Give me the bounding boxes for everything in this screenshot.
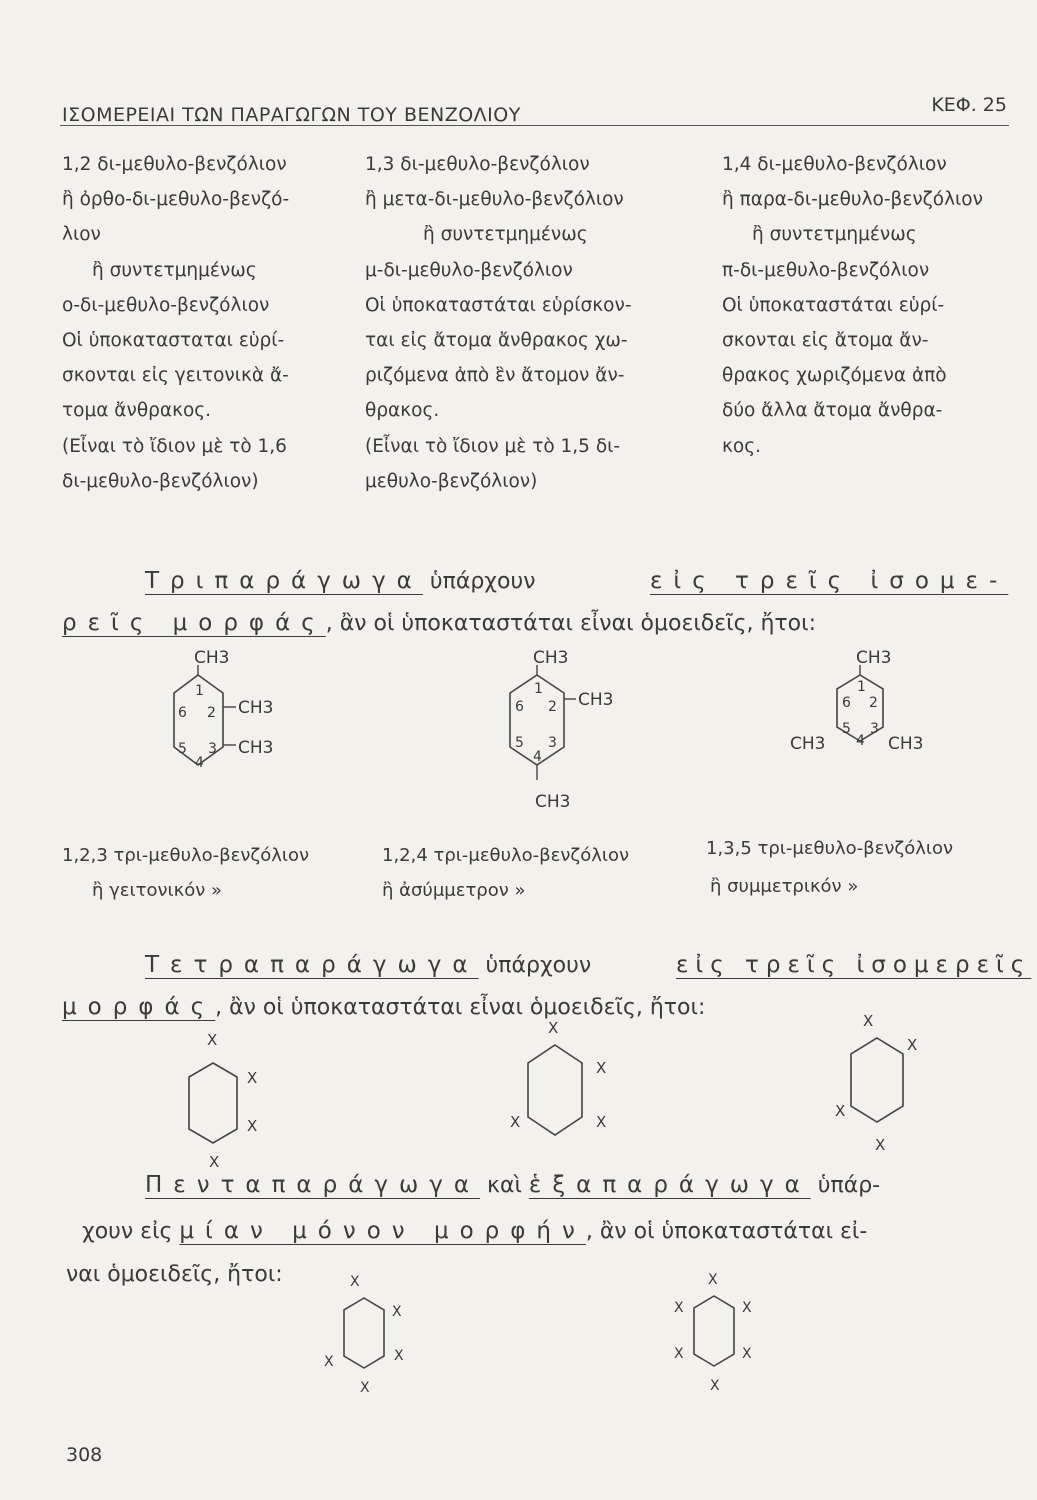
tri-heading-line-1: Τριπαράγωγα ὑπάρχουν: [145, 568, 536, 594]
substituent-x: X: [835, 1102, 846, 1120]
tri-label: ἢ συμμετρικόν »: [710, 876, 859, 897]
hexagon-drawing: [825, 1010, 945, 1160]
position-number: 2: [548, 699, 557, 715]
text-line: σκονται εἰς ἄτομα ἄν-: [722, 330, 929, 352]
text-line: (Εἶναι τὸ ἴδιον μὲ τὸ 1,5 δι-: [365, 435, 621, 457]
text-line: μεθυλο-βενζόλιον): [365, 470, 538, 492]
hexa-term: ἑξαπαράγωγα: [528, 1172, 811, 1198]
structure-124-trimethyl: [480, 645, 650, 819]
chapter-label: ΚΕΦ. 25: [931, 94, 1007, 116]
methyl-label: CH3: [578, 690, 614, 710]
penta-heading-line-1: Πενταπαράγωγα καὶ ἑξαπαράγωγα ὑπάρ-: [145, 1172, 881, 1198]
text-line: Οἱ ὑποκατασταται εὑρί-: [62, 330, 285, 352]
tri-heading-underlined-1: εἰς τρεῖς ἰσομε-: [650, 568, 1009, 594]
text-line: τομα ἄνθρακος.: [62, 400, 212, 422]
penta-term: Πενταπαράγωγα: [145, 1172, 480, 1198]
page-number: 308: [66, 1444, 103, 1466]
text-line: π-δι-μεθυλο-βενζόλιον: [722, 259, 930, 281]
penta-heading-line-3: ναι ὁμοειδεῖς, ἤτοι:: [66, 1262, 283, 1287]
structure-1245-tetra: [825, 1010, 945, 1164]
benzene-ring: [851, 1038, 903, 1122]
text-line: (Εἶναι τὸ ἴδιον μὲ τὸ 1,6: [62, 435, 287, 457]
text-line: σκονται εἰς γειτονικὰ ἄ-: [62, 365, 289, 387]
position-number: 6: [515, 699, 524, 715]
structure-pentasubstituted: [320, 1270, 430, 1404]
structure-1235-tetra: [500, 1015, 620, 1169]
substituent-x: X: [360, 1380, 370, 1396]
text-line: ριζόμενα ἀπὸ ἓν ἄτομον ἄν-: [365, 365, 625, 387]
substituent-x: X: [510, 1113, 521, 1131]
tetra-heading-line-2: μορφάς, ἂν οἱ ὑποκαταστάται εἶναι ὁμοειδεῖς, ἤτοι:: [62, 994, 706, 1020]
substituent-x: X: [207, 1031, 218, 1049]
para-column: [722, 147, 1022, 464]
structure-1234-tetra: [175, 1025, 285, 1179]
position-number: 4: [533, 749, 542, 765]
position-number: 1: [534, 681, 543, 697]
substituent-x: X: [596, 1113, 607, 1131]
substituent-x: X: [710, 1378, 720, 1394]
text-line: ἢ μετα-δι-μεθυλο-βενζόλιον: [365, 189, 624, 211]
benzene-ring: [189, 1063, 237, 1143]
hexagon-drawing: [790, 645, 970, 780]
substituent-x: X: [742, 1300, 752, 1316]
substituent-x: X: [548, 1019, 559, 1037]
text-line: λιον: [62, 224, 101, 246]
structure-123-trimethyl: [150, 645, 320, 784]
substituent-x: X: [742, 1346, 752, 1362]
hexagon-drawing: [500, 1015, 620, 1165]
position-number: 5: [178, 741, 187, 757]
position-number: 6: [178, 705, 187, 721]
methyl-label: CH3: [888, 734, 924, 754]
text-line: ἢ συντετμημένως: [752, 224, 917, 246]
text-line: ο-δι-μεθυλο-βενζόλιον: [62, 294, 270, 316]
position-number: 2: [207, 705, 216, 721]
meta-column: [365, 147, 715, 499]
position-number: 3: [208, 741, 217, 757]
tri-label: ἢ ἀσύμμετρον »: [382, 880, 526, 901]
substituent-x: X: [875, 1136, 886, 1154]
position-number: 1: [857, 679, 866, 695]
text-line: δι-μεθυλο-βενζόλιον): [62, 470, 259, 492]
tetra-heading-underlined-1: εἰς τρεῖς ἰσομερεῖς: [676, 952, 1032, 978]
position-number: 3: [548, 735, 557, 751]
substituent-x: X: [708, 1272, 718, 1288]
text-line: ται εἰς ἄτομα ἄνθρακος χω-: [365, 330, 628, 352]
text-line: ἢ παρα-δι-μεθυλο-βενζόλιον: [722, 189, 983, 211]
tri-label: 1,2,4 τρι-μεθυλο-βενζόλιον: [382, 845, 630, 866]
ortho-column: [62, 147, 362, 499]
header-rule: [60, 125, 1009, 126]
substituent-x: X: [324, 1354, 334, 1370]
tri-label: 1,2,3 τρι-μεθυλο-βενζόλιον: [62, 845, 310, 866]
position-number: 5: [515, 735, 524, 751]
hexagon-drawing: [150, 645, 320, 780]
methyl-label: CH3: [856, 648, 892, 668]
text-line: 1,2 δι-μεθυλο-βενζόλιον: [62, 154, 287, 175]
position-number: 3: [870, 721, 879, 737]
position-number: 1: [195, 683, 204, 699]
substituent-x: X: [247, 1117, 258, 1135]
benzene-ring: [694, 1296, 734, 1366]
hexagon-drawing: [175, 1025, 285, 1175]
hexagon-drawing: [670, 1266, 780, 1401]
substituent-x: X: [907, 1036, 918, 1054]
methyl-label: CH3: [238, 738, 274, 758]
methyl-label: CH3: [194, 648, 230, 668]
text-line: ἢ συντετμημένως: [92, 259, 257, 281]
methyl-label: CH3: [533, 648, 569, 668]
tri-label: ἢ γειτονικόν »: [92, 880, 223, 901]
position-number: 2: [869, 695, 878, 711]
position-number: 6: [842, 695, 851, 711]
substituent-x: X: [674, 1300, 684, 1316]
methyl-label: CH3: [535, 792, 571, 812]
text-line: μ-δι-μεθυλο-βενζόλιον: [365, 259, 573, 281]
page-title: ΙΣΟΜΕΡΕΙΑΙ ΤΩΝ ΠΑΡΑΓΩΓΩΝ ΤΟΥ ΒΕΝΖΟΛΙΟΥ: [62, 104, 521, 126]
substituent-x: X: [350, 1274, 360, 1290]
text-line: ἢ ὀρθο-δι-μεθυλο-βενζό-: [62, 189, 290, 211]
text-line: 1,3 δι-μεθυλο-βενζόλιον: [365, 154, 590, 175]
text-line: Οἱ ὑποκαταστάται εὑρίσκον-: [365, 294, 632, 316]
position-number: 4: [195, 755, 204, 771]
substituent-x: X: [674, 1346, 684, 1362]
substituent-x: X: [392, 1304, 402, 1320]
structure-hexasubstituted: [670, 1266, 780, 1405]
text-line: δύο ἄλλα ἄτομα ἄνθρα-: [722, 400, 943, 422]
text-line: κος.: [722, 435, 761, 457]
tetra-heading-line-1: Τετραπαράγωγα ὑπάρχουν: [145, 952, 592, 978]
hexagon-drawing: [320, 1270, 430, 1400]
benzene-ring: [344, 1298, 384, 1368]
hexagon-drawing: [480, 645, 650, 815]
substituent-x: X: [247, 1069, 258, 1087]
structure-135-trimethyl: [790, 645, 970, 784]
text-line: 1,4 δι-μεθυλο-βενζόλιον: [722, 154, 947, 175]
tri-heading-line-2: ρεῖς μορφάς, ἂν οἱ ὑποκαταστάται εἶναι ὁμοειδεῖς, ἤτοι:: [62, 610, 816, 636]
position-number: 4: [856, 733, 865, 749]
tri-label: 1,3,5 τρι-μεθυλο-βενζόλιον: [706, 838, 954, 859]
methyl-label: CH3: [790, 734, 826, 754]
position-number: 5: [842, 721, 851, 737]
tetra-term: Τετραπαράγωγα: [145, 952, 479, 978]
text-line: θρακος χωριζόμενα ἀπὸ: [722, 365, 947, 387]
tri-term: Τριπαράγωγα: [145, 568, 423, 594]
penta-heading-line-2: χουν εἰς μίαν μόνον μορφήν, ἂν οἱ ὑποκαταστάται εἰ-: [82, 1218, 868, 1244]
benzene-ring: [528, 1045, 582, 1135]
text-line: ἢ συντετμημένως: [423, 224, 588, 246]
text-line: θρακος.: [365, 400, 440, 422]
substituent-x: X: [209, 1153, 220, 1171]
text-line: Οἱ ὑποκαταστάται εὑρί-: [722, 294, 945, 316]
substituent-x: X: [596, 1059, 607, 1077]
substituent-x: X: [394, 1348, 404, 1364]
methyl-label: CH3: [238, 698, 274, 718]
substituent-x: X: [863, 1012, 874, 1030]
